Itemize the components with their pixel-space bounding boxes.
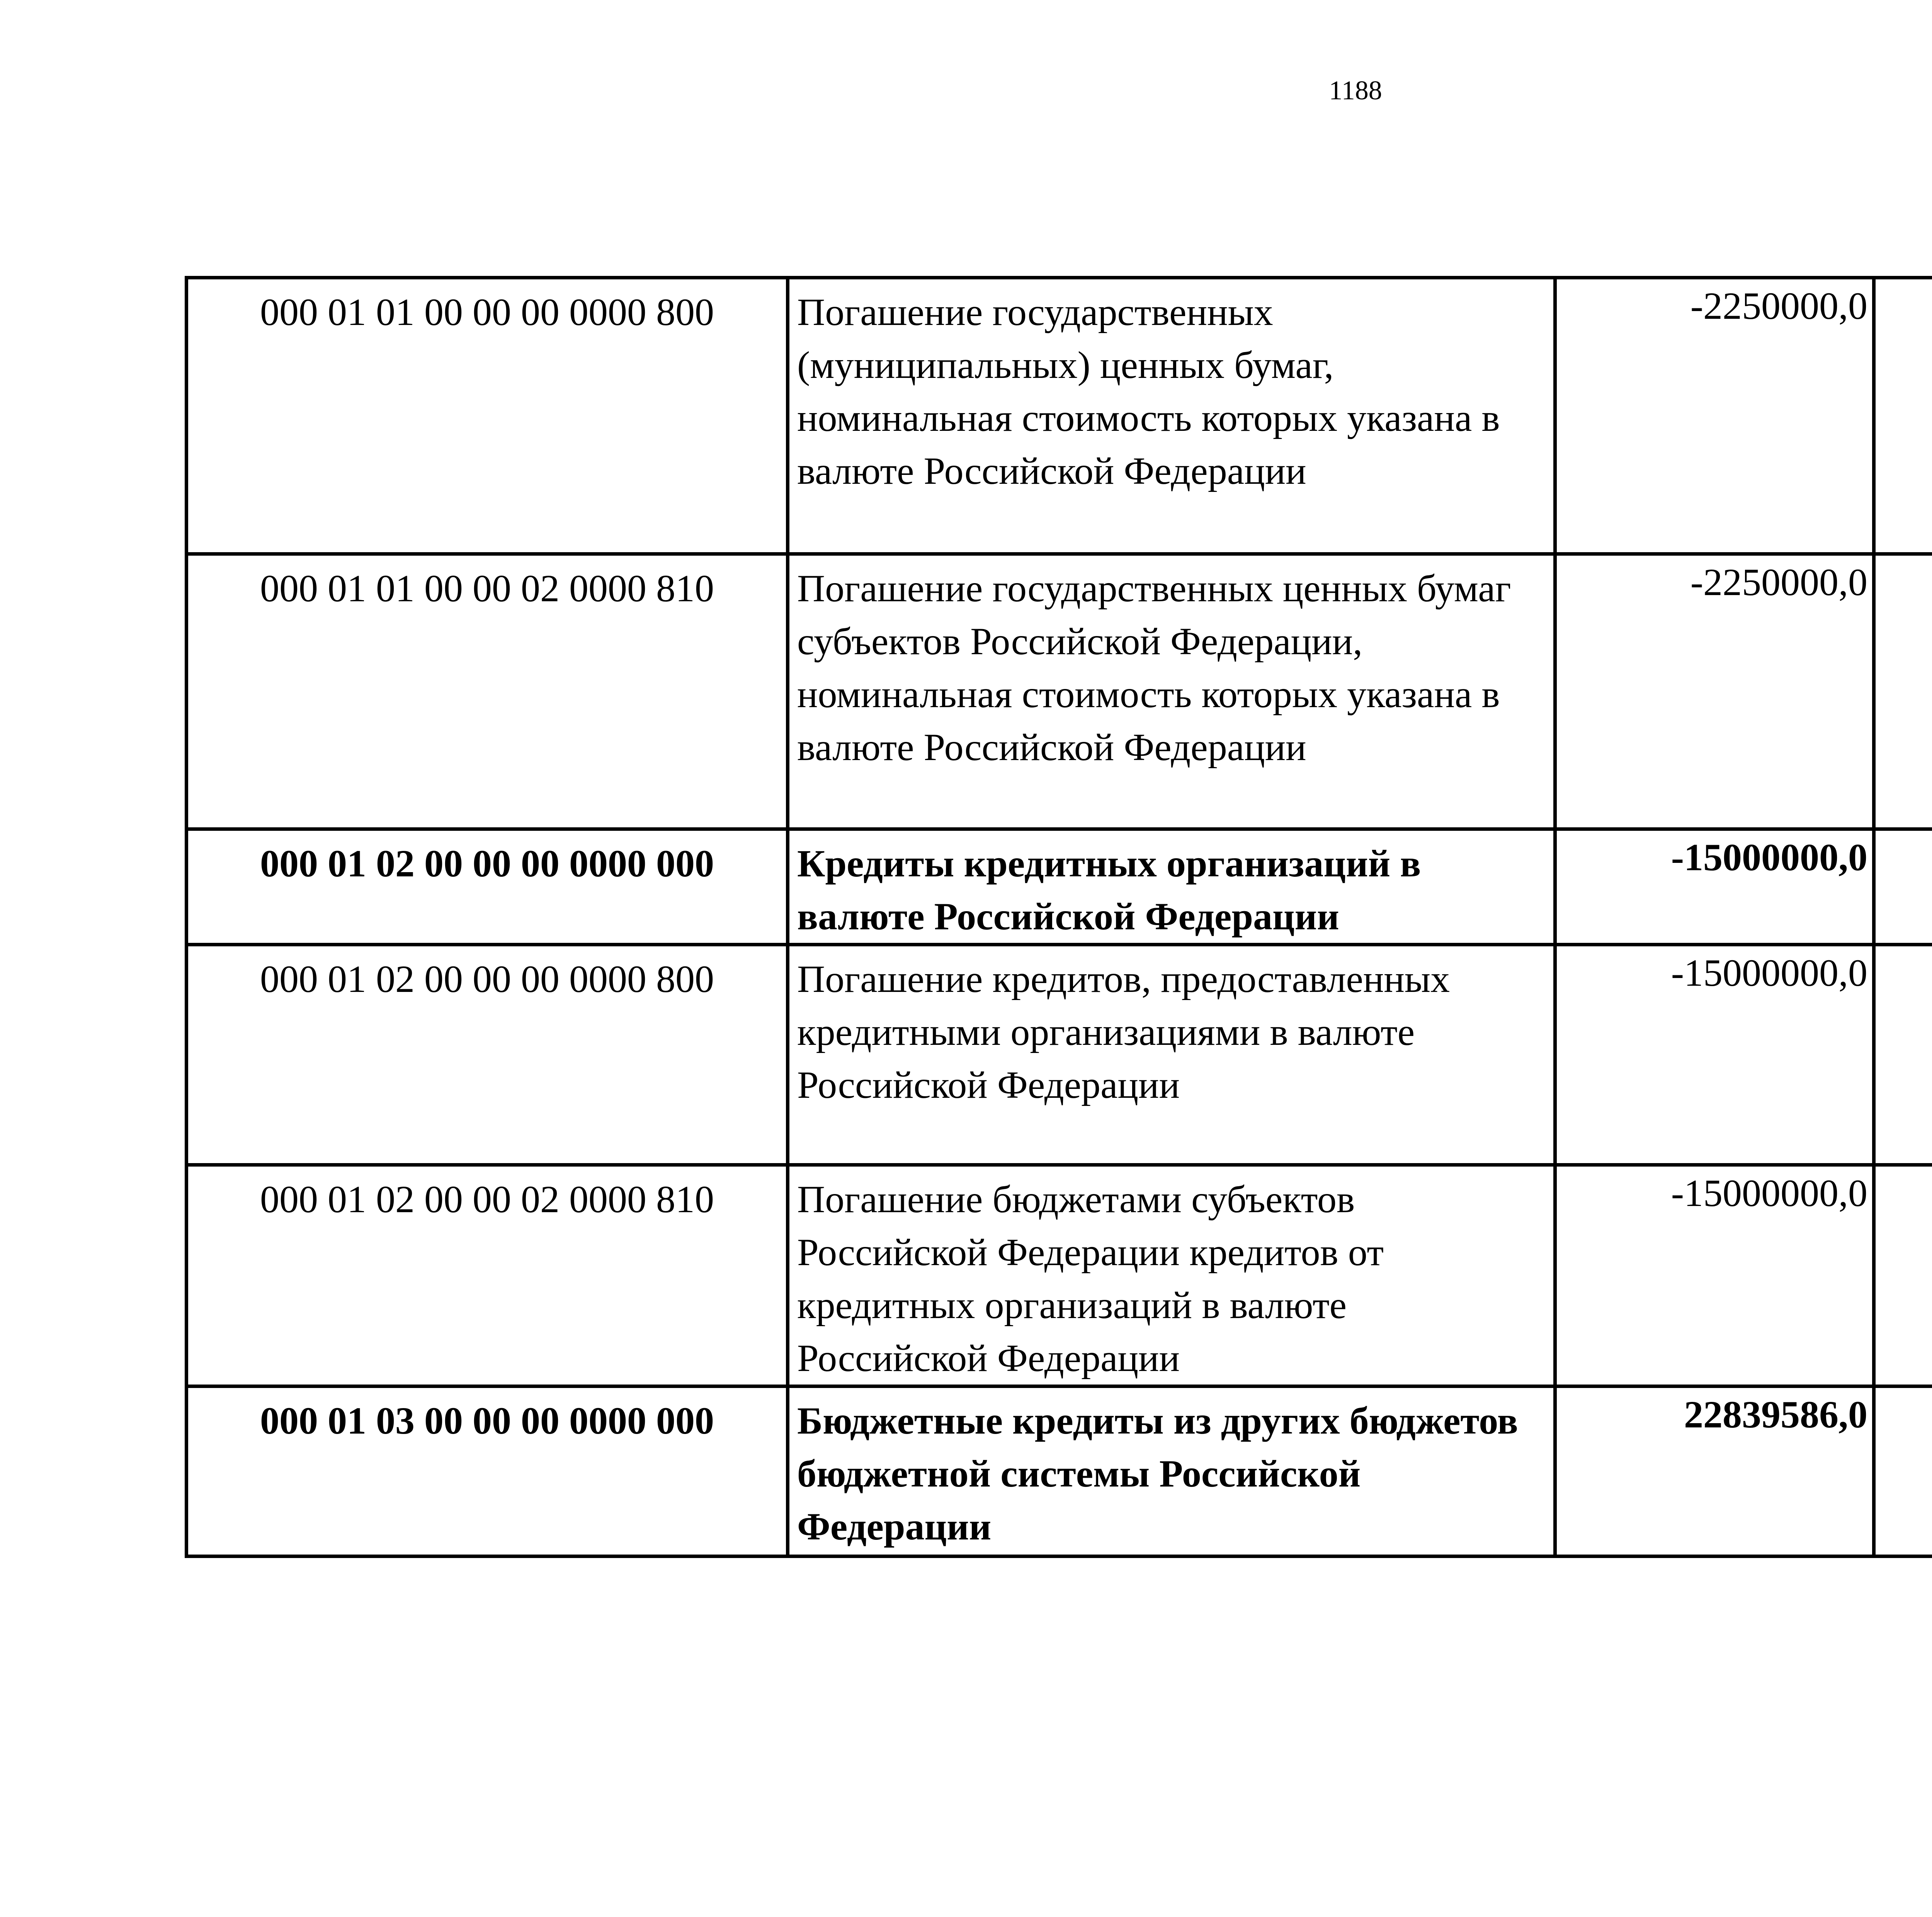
budget-code-cell: 000 01 02 00 00 00 0000 000 bbox=[187, 829, 788, 945]
amount-year-2-cell bbox=[1874, 829, 1932, 945]
budget-code-cell: 000 01 01 00 00 02 0000 810 bbox=[187, 554, 788, 829]
item-name-cell: Погашение бюджетами субъектов Российской Федерации кредитов от кредитных организаций в валюте Российской Федерации bbox=[788, 1165, 1555, 1386]
budget-sources-table bbox=[185, 276, 1932, 1558]
budget-code-cell: 000 01 02 00 00 00 0000 800 bbox=[187, 945, 788, 1165]
table-row-subtotal bbox=[187, 829, 1932, 945]
amount-year-1-cell: 22839586,0 bbox=[1555, 1386, 1874, 1556]
amount-year-2-cell bbox=[1874, 278, 1932, 554]
table-row bbox=[187, 278, 1932, 554]
item-name-cell: Кредиты кредитных организаций в валюте Российской Федерации bbox=[788, 829, 1555, 945]
amount-year-1-cell: -15000000,0 bbox=[1555, 829, 1874, 945]
amount-year-2-cell bbox=[1874, 554, 1932, 829]
item-name-cell: Бюджетные кредиты из других бюджетов бюджетной системы Российской Федерации bbox=[788, 1386, 1555, 1556]
amount-year-2-cell bbox=[1874, 1386, 1932, 1556]
budget-code-cell: 000 01 03 00 00 00 0000 000 bbox=[187, 1386, 788, 1556]
amount-year-1-cell: -2250000,0 bbox=[1555, 278, 1874, 554]
budget-code-cell: 000 01 01 00 00 00 0000 800 bbox=[187, 278, 788, 554]
amount-year-2-cell bbox=[1874, 945, 1932, 1165]
amount-year-1-cell: -15000000,0 bbox=[1555, 945, 1874, 1165]
item-name-cell: Погашение кредитов, предоставленных кредитными организациями в валюте Российской Федерации bbox=[788, 945, 1555, 1165]
page-number: 1188 bbox=[1329, 76, 1382, 105]
budget-code-cell: 000 01 02 00 00 02 0000 810 bbox=[187, 1165, 788, 1386]
table-row bbox=[187, 945, 1932, 1165]
table-row-subtotal bbox=[187, 1386, 1932, 1556]
amount-year-1-cell: -15000000,0 bbox=[1555, 1165, 1874, 1386]
amount-year-2-cell bbox=[1874, 1165, 1932, 1386]
item-name-cell: Погашение государственных (муниципальных) ценных бумаг, номинальная стоимость которых указана в валюте Российской Федерации bbox=[788, 278, 1555, 554]
table-row bbox=[187, 1165, 1932, 1386]
table-row bbox=[187, 554, 1932, 829]
item-name-cell: Погашение государственных ценных бумаг субъектов Российской Федерации, номинальная стоимость которых указана в валюте Российской Федерации bbox=[788, 554, 1555, 829]
amount-year-1-cell: -2250000,0 bbox=[1555, 554, 1874, 829]
